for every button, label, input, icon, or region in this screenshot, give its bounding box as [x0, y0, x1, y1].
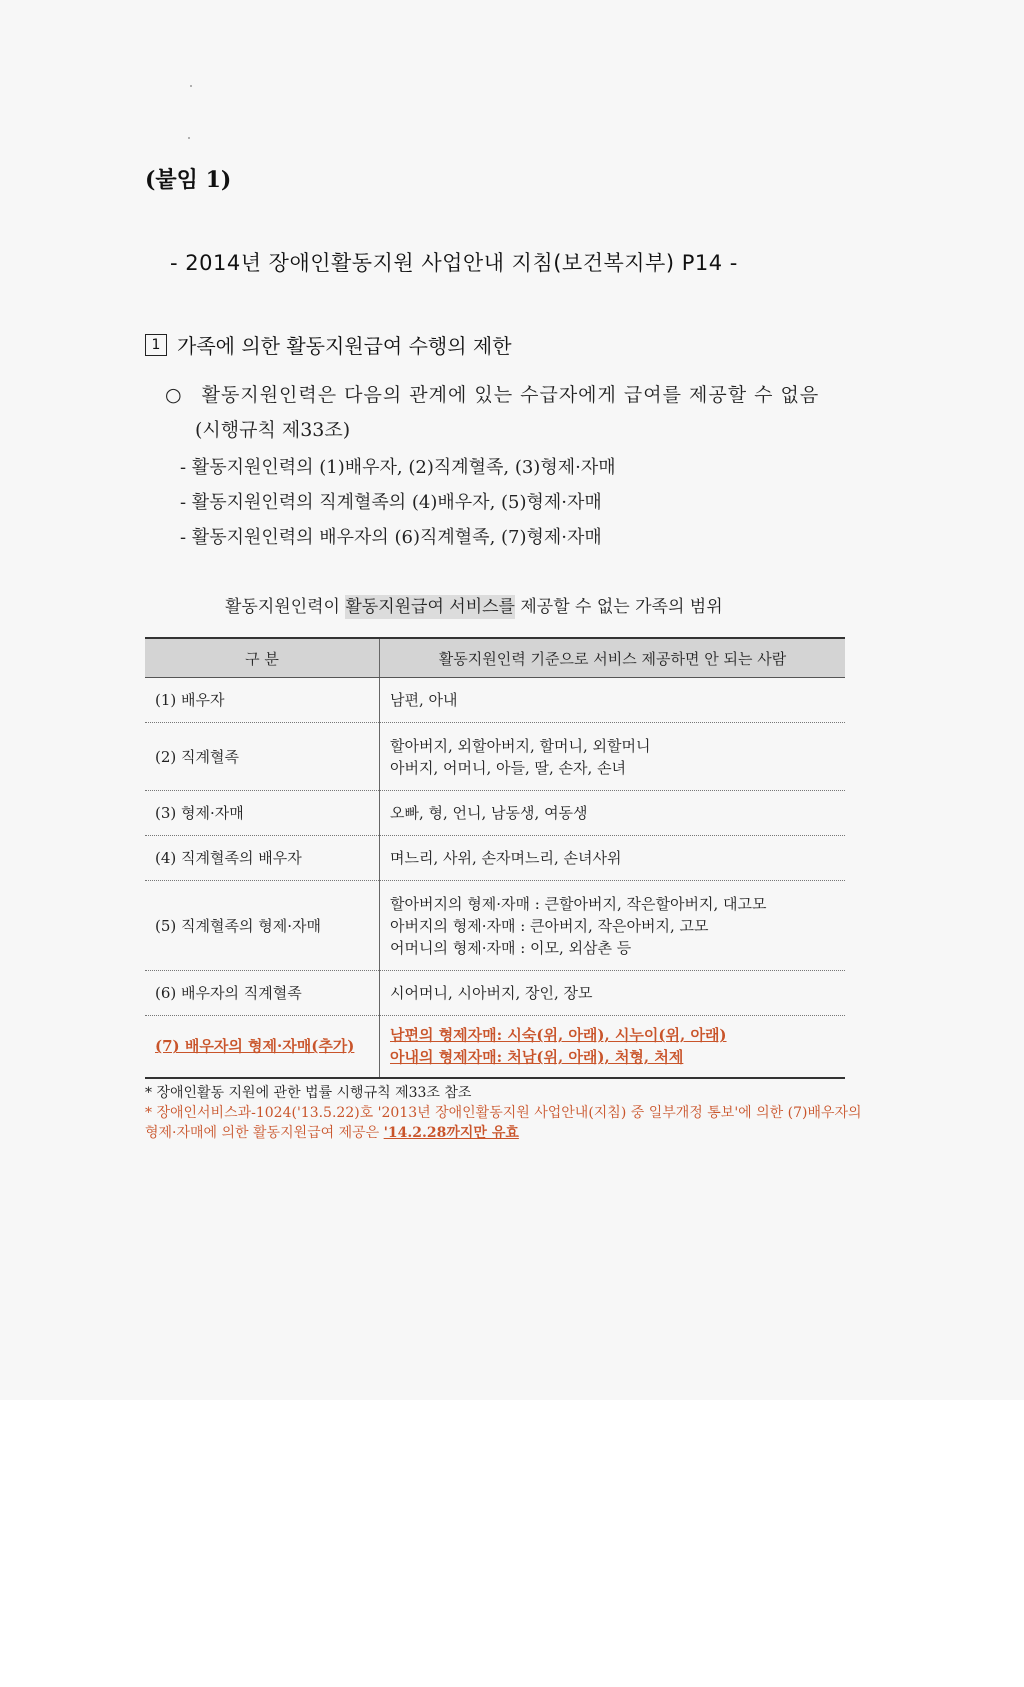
table-row [145, 881, 845, 971]
main-item-continued: (시행규칙 제33조) [195, 419, 351, 441]
dash-item: - 활동지원인력의 배우자의 (6)직계혈족, (7)형제·자매 [180, 527, 602, 548]
scan-speck [190, 85, 192, 87]
footnote-1: * 장애인활동 지원에 관한 법률 시행규칙 제33조 참조 [145, 1085, 472, 1101]
table-caption [225, 592, 723, 617]
row-persons [380, 723, 846, 791]
row-persons [380, 678, 846, 723]
table-row [145, 791, 845, 836]
row-line: 아버지의 형제·자매 : 큰아버지, 작은아버지, 고모 [390, 916, 709, 935]
main-item [165, 380, 819, 407]
dash-item: - 활동지원인력의 직계혈족의 (4)배우자, (5)형제·자매 [180, 492, 602, 513]
row-line: 할아버지, 외할아버지, 할머니, 외할머니 [390, 736, 651, 755]
table-row-added [145, 1016, 845, 1078]
row-line: 남편, 아내 [390, 691, 458, 709]
row-category [145, 1016, 380, 1078]
scan-speck [188, 137, 190, 139]
row-line [390, 1046, 835, 1068]
row-category: (1) 배우자 [145, 678, 380, 723]
circle-bullet: ○ [165, 384, 183, 406]
section-title: 가족에 의한 활동지원급여 수행의 제한 [177, 334, 512, 358]
main-item-text: 활동지원인력은 다음의 관계에 있는 수급자에게 급여를 제공할 수 없음 [201, 384, 820, 406]
row-persons [380, 971, 846, 1016]
section-heading [145, 330, 512, 359]
row-persons [380, 1016, 846, 1078]
added-line: 아내의 형제자매: 처남(위, 아래), 처형, 처제 [390, 1048, 684, 1067]
added-line: 남편의 형제자매: 시숙(위, 아래), 시누이(위, 아래) [390, 1026, 727, 1045]
caption-part: 제공할 수 없는 가족의 범위 [514, 597, 723, 617]
row-category: (3) 형제·자매 [145, 791, 380, 836]
table-header-row [145, 638, 845, 678]
dash-item: - 활동지원인력의 (1)배우자, (2)직계혈족, (3)형제·자매 [180, 457, 616, 478]
header-category: 구 분 [145, 638, 380, 678]
row-persons [380, 791, 846, 836]
header-persons: 활동지원인력 기준으로 서비스 제공하면 안 되는 사람 [380, 638, 846, 678]
row-category: (4) 직계혈족의 배우자 [145, 836, 380, 881]
caption-highlight: 활동지원급여 서비스를 [345, 597, 515, 617]
row-line [390, 1024, 835, 1046]
row-line: 아버지, 어머니, 아들, 딸, 손자, 손녀 [390, 758, 627, 777]
footnotes [145, 1083, 865, 1143]
row-line: 시어머니, 시아버지, 장인, 장모 [390, 984, 593, 1002]
table-row [145, 836, 845, 881]
row-persons [380, 881, 846, 971]
row-persons [380, 836, 846, 881]
table-row [145, 971, 845, 1016]
attachment-label: (붙임 1) [145, 167, 232, 193]
row-category: (2) 직계혈족 [145, 723, 380, 791]
row-category: (6) 배우자의 직계혈족 [145, 971, 380, 1016]
table-row [145, 723, 845, 791]
row-line: 오빠, 형, 언니, 남동생, 여동생 [390, 804, 588, 822]
family-range-table [145, 637, 845, 1079]
row-line: 할아버지의 형제·자매 : 큰할아버지, 작은할아버지, 대고모 [390, 894, 767, 913]
footnote-2-text: * 장애인서비스과-1024('13.5.22)호 '2013년 장애인활동지원 사업안내(지침) 중 일부개정 통보'에 의한 (7)배우자의 형제·자매에 의한 활동지원급여 제공은 [145, 1105, 862, 1141]
table-row [145, 678, 845, 723]
section-number-box: 1 [145, 334, 167, 356]
document-subtitle: - 2014년 장애인활동지원 사업안내 지침(보건복지부) P14 - [170, 251, 738, 275]
footnote-2-emphasis: '14.2.28까지만 유효 [383, 1125, 519, 1141]
caption-part: 활동지원인력이 [225, 597, 346, 617]
footnote-2 [145, 1103, 865, 1143]
row-line: 며느리, 사위, 손자며느리, 손녀사위 [390, 849, 622, 867]
added-category: (7) 배우자의 형제·자매(추가) [155, 1037, 355, 1056]
row-line: 어머니의 형제·자매 : 이모, 외삼촌 등 [390, 938, 632, 957]
row-category: (5) 직계혈족의 형제·자매 [145, 881, 380, 971]
